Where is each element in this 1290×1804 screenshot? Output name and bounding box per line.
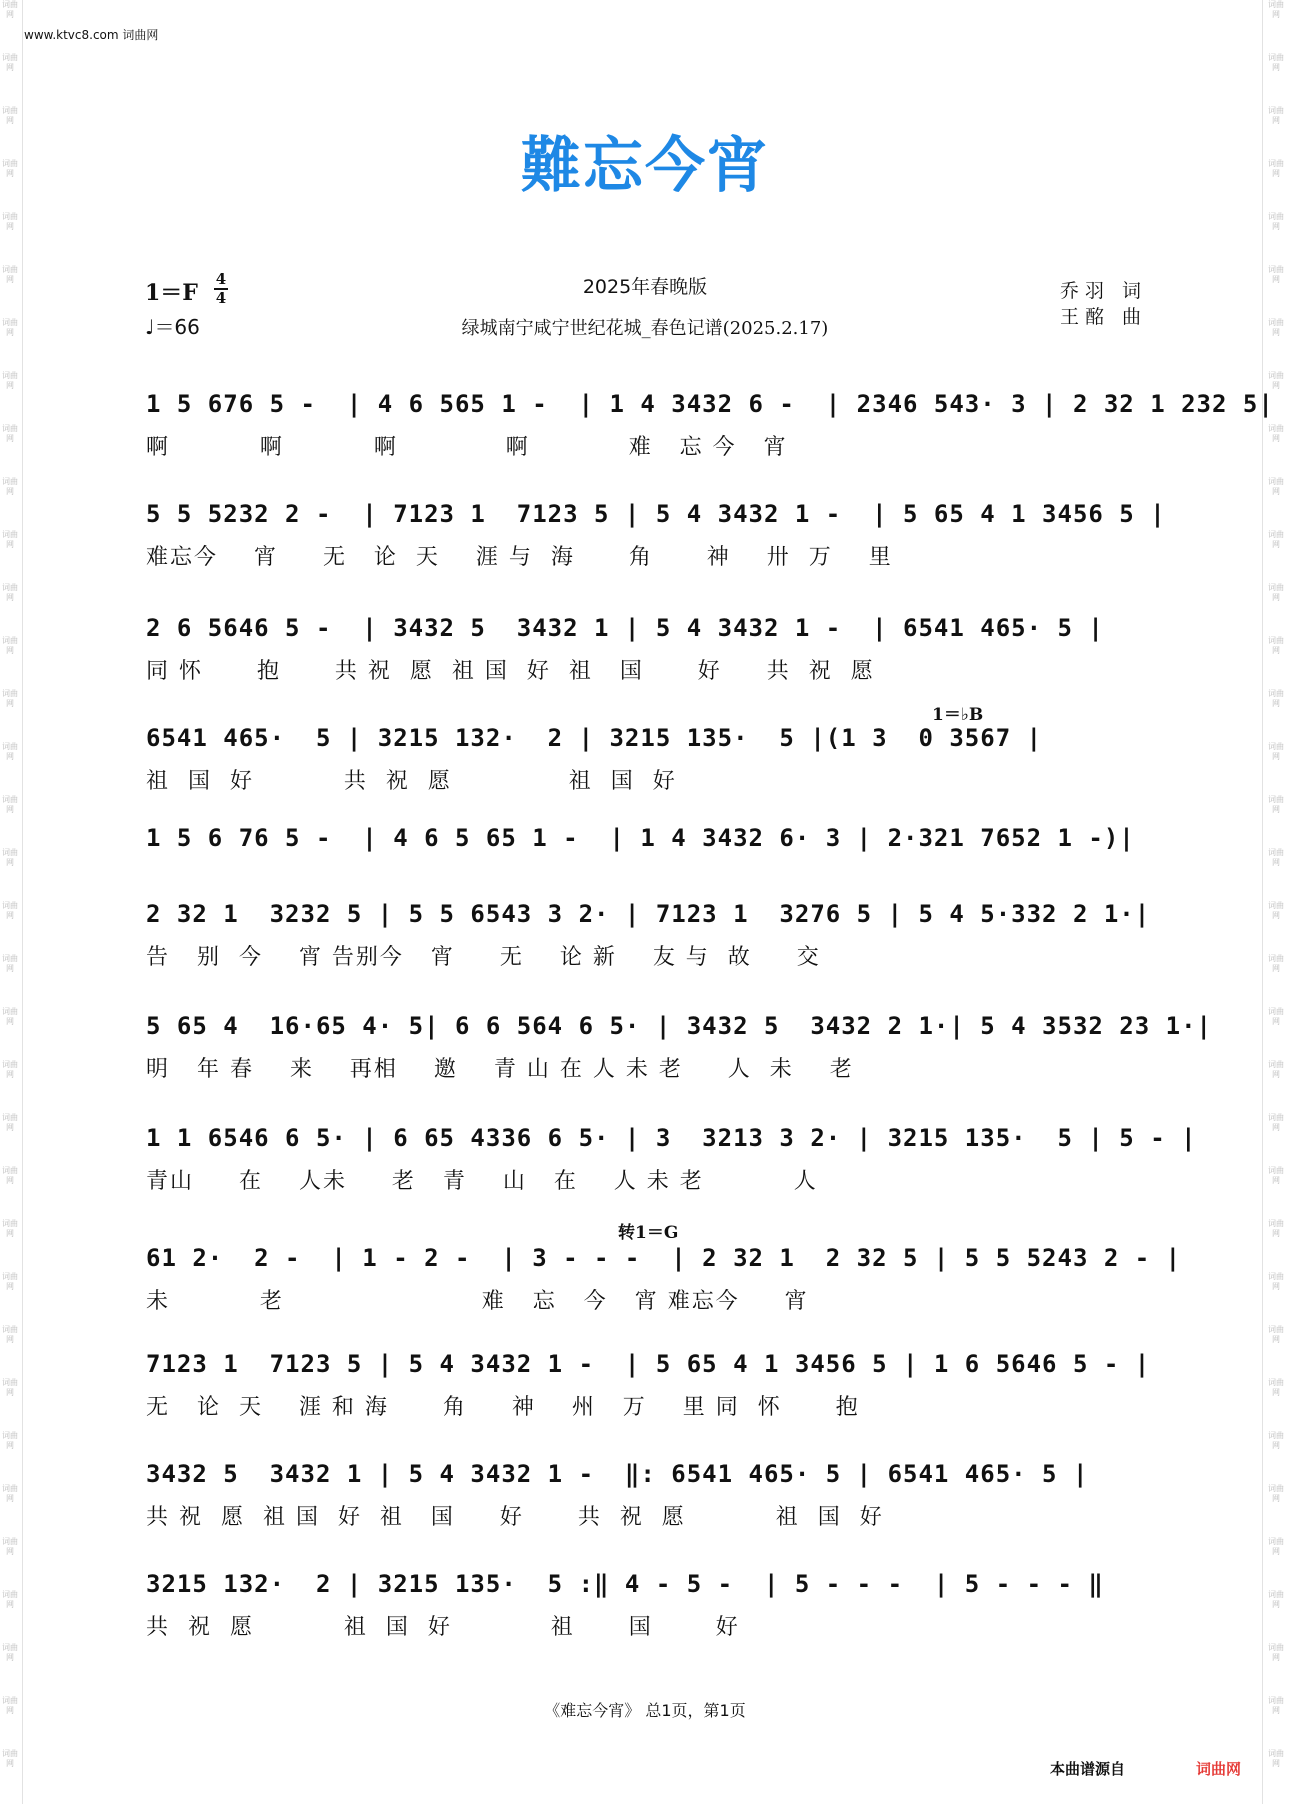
- lyricist-credit: 乔羽 词: [1060, 280, 1148, 302]
- watermark-mark: 词曲网: [1268, 318, 1284, 337]
- watermark-mark: 词曲网: [2, 1431, 18, 1450]
- watermark-mark: 词曲网: [2, 742, 18, 761]
- lyric-line: 共 祝 愿 祖 国 好 祖 国 好 共 祝 愿 祖 国 好: [146, 1505, 884, 1530]
- watermark-mark: 词曲网: [2, 1696, 18, 1715]
- score-system: [146, 824, 1156, 864]
- left-border-line: [22, 0, 23, 1804]
- watermark-mark: 词曲网: [1268, 636, 1284, 655]
- watermark-mark: 词曲网: [1268, 1166, 1284, 1185]
- watermark-mark: 词曲网: [1268, 1643, 1284, 1662]
- transcriber-credit: 绿城南宁咸宁世纪花城_春色记谱(2025.2.17): [461, 318, 829, 339]
- watermark-mark: 词曲网: [2, 1643, 18, 1662]
- watermark-mark: 词曲网: [1268, 1696, 1284, 1715]
- watermark-mark: 词曲网: [2, 477, 18, 496]
- left-watermark-strip: [2, 0, 18, 1804]
- jianpu-notes: 3215 132· 2 | 3215 135· 5 :‖ 4 - 5 - | 5 - - - | 5 - - - ‖: [146, 1570, 1104, 1598]
- jianpu-notes: 7123 1 7123 5 | 5 4 3432 1 - | 5 65 4 1 3456 5 | 1 6 5646 5 - |: [146, 1350, 1151, 1378]
- watermark-mark: 词曲网: [2, 1325, 18, 1344]
- watermark-mark: 词曲网: [2, 1060, 18, 1079]
- watermark-mark: 词曲网: [1268, 1537, 1284, 1556]
- watermark-mark: 词曲网: [2, 1113, 18, 1132]
- watermark-mark: 词曲网: [2, 1272, 18, 1291]
- song-title: 難忘今宵: [521, 131, 769, 201]
- watermark-mark: 词曲网: [2, 1590, 18, 1609]
- watermark-mark: 词曲网: [1268, 0, 1284, 19]
- watermark-mark: 词曲网: [1268, 583, 1284, 602]
- watermark-mark: 词曲网: [1268, 795, 1284, 814]
- score-system: [146, 1012, 1212, 1052]
- source-note: 本曲谱源自: [1050, 1760, 1126, 1778]
- watermark-mark: 词曲网: [1268, 1325, 1284, 1344]
- watermark-mark: 词曲网: [2, 1537, 18, 1556]
- watermark-mark: 词曲网: [1268, 689, 1284, 708]
- watermark-mark: 词曲网: [1268, 1431, 1284, 1450]
- time-signature-top: 4: [215, 270, 227, 288]
- key-signature: 1＝F: [145, 280, 198, 306]
- watermark-mark: 词曲网: [1268, 1219, 1284, 1238]
- watermark-mark: 词曲网: [2, 689, 18, 708]
- score-system: [146, 390, 1274, 430]
- watermark-mark: 词曲网: [2, 1484, 18, 1503]
- quarter-note-icon: ♩: [145, 315, 155, 339]
- watermark-mark: 词曲网: [2, 53, 18, 72]
- score-system: [146, 1460, 1156, 1500]
- score-system: [146, 1350, 1156, 1390]
- lyric-line: 难忘今 宵 无 论 天 涯 与 海 角 神 卅 万 里: [146, 545, 893, 570]
- watermark-mark: 词曲网: [1268, 1484, 1284, 1503]
- watermark-mark: 词曲网: [1268, 106, 1284, 125]
- watermark-mark: 词曲网: [2, 583, 18, 602]
- watermark-mark: 词曲网: [1268, 530, 1284, 549]
- score-system: [146, 614, 1156, 654]
- watermark-mark: 词曲网: [1268, 477, 1284, 496]
- watermark-mark: 词曲网: [2, 318, 18, 337]
- jianpu-notes: 1 1 6546 6 5· | 6 65 4336 6 5· | 3 3213 3 2· | 3215 135· 5 | 5 - |: [146, 1124, 1197, 1152]
- score-system: [146, 500, 1166, 540]
- score-system: [146, 900, 1156, 940]
- score-system: [146, 1244, 1182, 1284]
- watermark-mark: 词曲网: [1268, 1590, 1284, 1609]
- watermark-mark: 词曲网: [2, 848, 18, 867]
- lyric-line: 啊 啊 啊 啊 难 忘 今 宵: [146, 435, 788, 460]
- score-system: [146, 1570, 1156, 1610]
- jianpu-notes: 1 5 6 76 5 - | 4 6 5 65 1 - | 1 4 3432 6· 3 | 2·321 7652 1 -)|: [146, 824, 1135, 852]
- watermark-mark: 词曲网: [2, 901, 18, 920]
- watermark-mark: 词曲网: [1268, 848, 1284, 867]
- watermark-mark: 词曲网: [1268, 159, 1284, 178]
- lyric-line: 同 怀 抱 共 祝 愿 祖 国 好 祖 国 好 共 祝 愿: [146, 659, 875, 684]
- composer-credit: 王酩 曲: [1060, 306, 1148, 328]
- watermark-mark: 词曲网: [2, 795, 18, 814]
- watermark-mark: 词曲网: [1268, 212, 1284, 231]
- lyric-line: 无 论 天 涯 和 海 角 神 州 万 里 同 怀 抱: [146, 1395, 860, 1420]
- score-system: [146, 1124, 1197, 1164]
- watermark-mark: 词曲网: [2, 371, 18, 390]
- time-signature-bottom: 4: [215, 289, 227, 307]
- jianpu-notes: 2 32 1 3232 5 | 5 5 6543 3 2· | 7123 1 3276 5 | 5 4 5·332 2 1·|: [146, 900, 1151, 928]
- jianpu-notes: 5 5 5232 2 - | 7123 1 7123 5 | 5 4 3432 1 - | 5 65 4 1 3456 5 |: [146, 500, 1166, 528]
- right-watermark-strip: [1268, 0, 1284, 1804]
- watermark-mark: 词曲网: [1268, 1113, 1284, 1132]
- watermark-mark: 词曲网: [2, 636, 18, 655]
- site-url[interactable]: www.ktvc8.com 词曲网: [24, 28, 159, 42]
- watermark-mark: 词曲网: [1268, 742, 1284, 761]
- page-footer: 《难忘今宵》 总1页，第1页: [544, 1701, 746, 1720]
- watermark-mark: 词曲网: [1268, 954, 1284, 973]
- watermark-mark: 词曲网: [2, 159, 18, 178]
- watermark-mark: 词曲网: [1268, 901, 1284, 920]
- lyric-line: 共 祝 愿 祖 国 好 祖 国 好: [146, 1615, 740, 1640]
- edition-label: 2025年春晚版: [582, 276, 708, 298]
- watermark-mark: 词曲网: [2, 0, 18, 19]
- watermark-mark: 词曲网: [2, 106, 18, 125]
- tempo-value: ＝66: [154, 315, 200, 339]
- jianpu-notes: 6541 465· 5 | 3215 132· 2 | 3215 135· 5 |(1 3 0 3567 |: [146, 724, 1043, 752]
- right-border-line: [1262, 0, 1263, 1804]
- modulation-to-g: 转1＝G: [618, 1223, 679, 1243]
- source-brand-logo[interactable]: 词曲网: [1196, 1760, 1242, 1778]
- lyric-line: 明 年 春 来 再相 邀 青 山 在 人 未 老 人 未 老: [146, 1057, 854, 1082]
- modulation-to-bflat: 1＝♭B: [932, 705, 984, 725]
- lyric-line: 告 别 今 宵 告别今 宵 无 论 新 友 与 故 交: [146, 945, 821, 970]
- watermark-mark: 词曲网: [1268, 1378, 1284, 1397]
- jianpu-notes: 1 5 676 5 - | 4 6 565 1 - | 1 4 3432 6 - | 2346 543· 3 | 2 32 1 232 5|: [146, 390, 1274, 418]
- lyric-line: 未 老 难 忘 今 宵 难忘今 宵: [146, 1289, 809, 1314]
- watermark-mark: 词曲网: [1268, 424, 1284, 443]
- watermark-mark: 词曲网: [1268, 1060, 1284, 1079]
- watermark-mark: 词曲网: [2, 530, 18, 549]
- watermark-mark: 词曲网: [1268, 1272, 1284, 1291]
- watermark-mark: 词曲网: [1268, 371, 1284, 390]
- lyric-line: 祖 国 好 共 祝 愿 祖 国 好: [146, 769, 677, 794]
- lyric-line: 青山 在 人未 老 青 山 在 人 未 老 人: [146, 1169, 818, 1194]
- jianpu-notes: 2 6 5646 5 - | 3432 5 3432 1 | 5 4 3432 1 - | 6541 465· 5 |: [146, 614, 1104, 642]
- watermark-mark: 词曲网: [1268, 53, 1284, 72]
- watermark-mark: 词曲网: [2, 1749, 18, 1768]
- watermark-mark: 词曲网: [2, 1166, 18, 1185]
- jianpu-notes: 5 65 4 16·65 4· 5| 6 6 564 6 5· | 3432 5 3432 2 1·| 5 4 3532 23 1·|: [146, 1012, 1212, 1040]
- watermark-mark: 词曲网: [2, 1007, 18, 1026]
- score-system: [146, 724, 1156, 764]
- watermark-mark: 词曲网: [2, 424, 18, 443]
- watermark-mark: 词曲网: [2, 265, 18, 284]
- jianpu-notes: 61 2· 2 - | 1 - 2 - | 3 - - - | 2 32 1 2 32 5 | 5 5 5243 2 - |: [146, 1244, 1182, 1272]
- watermark-mark: 词曲网: [1268, 1007, 1284, 1026]
- watermark-mark: 词曲网: [2, 212, 18, 231]
- watermark-mark: 词曲网: [1268, 1749, 1284, 1768]
- jianpu-notes: 3432 5 3432 1 | 5 4 3432 1 - ‖: 6541 465· 5 | 6541 465· 5 |: [146, 1460, 1089, 1488]
- watermark-mark: 词曲网: [2, 1219, 18, 1238]
- watermark-mark: 词曲网: [1268, 265, 1284, 284]
- watermark-mark: 词曲网: [2, 954, 18, 973]
- watermark-mark: 词曲网: [2, 1378, 18, 1397]
